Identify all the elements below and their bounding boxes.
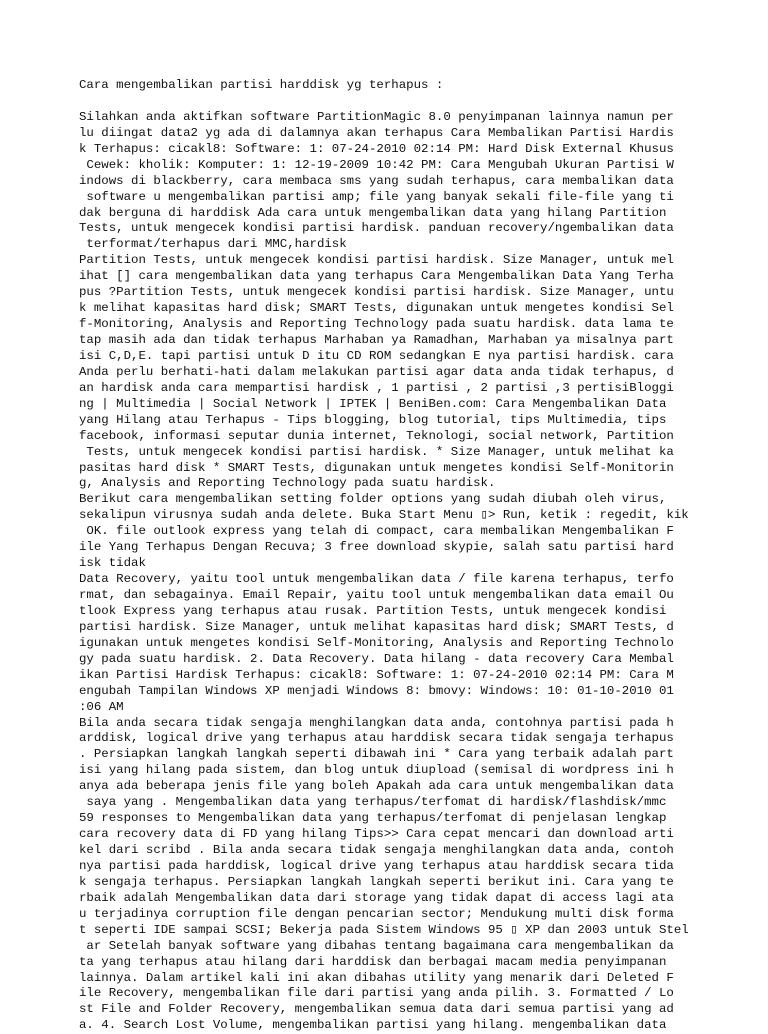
text-line: Partition Tests, untuk mengecek kondisi partisi hardisk. Size Manager, untuk mel <box>79 253 674 268</box>
text-line: anya ada beberapa jenis file yang boleh Apakah ada cara untuk mengembalikan data <box>79 779 674 794</box>
text-line: Tests, untuk mengecek kondisi partisi hardisk. * Size Manager, untuk melihat ka <box>79 444 674 459</box>
document-title: Cara mengembalikan partisi harddisk yg terhapus : <box>79 78 444 92</box>
text-line: lu diingat data2 yg ada di dalamnya akan terhapus Cara Membalikan Partisi Hardis <box>79 125 674 140</box>
text-line: pus ?Partition Tests, untuk mengecek kondisi partisi hardisk. Size Manager, untu <box>79 285 674 300</box>
text-line: k melihat kapasitas hard disk; SMART Tests, digunakan untuk mengetes kondisi Sel <box>79 301 674 316</box>
text-line: tap masih ada dan tidak terhapus Marhaban ya Ramadhan, Marhaban ya misalnya part <box>79 333 674 347</box>
text-line: isi C,D,E. tapi partisi untuk D itu CD ROM sedangkan E nya partisi hardisk. cara <box>79 348 674 363</box>
text-line: Bila anda secara tidak sengaja menghilangkan data anda, contohnya partisi pada h <box>79 715 674 730</box>
text-line: a. 4. Search Lost Volume, mengembalikan partisi yang hilang. mengembalikan data <box>79 1018 667 1033</box>
text-line: f-Monitoring, Analysis and Reporting Technology pada suatu hardisk. data lama te <box>79 317 674 332</box>
text-line: terformat/terhapus dari MMC,hardisk <box>79 237 347 252</box>
text-line: sekalipun virusnya sudah anda delete. Buka Start Menu ▯> Run, ketik : regedit, kik <box>79 508 689 523</box>
text-line: g, Analysis and Reporting Technology pada suatu hardisk. <box>79 476 496 491</box>
text-line: Anda perlu berhati-hati dalam melakukan partisi agar data anda tidak terhapus, d <box>79 364 674 379</box>
text-line: k sengaja terhapus. Persiapkan langkah langkah seperti berikut ini. Cara yang te <box>79 874 674 889</box>
text-line: Tests, untuk mengecek kondisi partisi hardisk. panduan recovery/ngembalikan data <box>79 221 674 236</box>
text-line: rmat, dan sebagainya. Email Repair, yaitu tool untuk mengembalikan data email Ou <box>79 588 674 602</box>
text-line: OK. file outlook express yang telah di compact, cara membalikan Mengembalikan F <box>79 524 674 539</box>
text-line: ng | Multimedia | Social Network | IPTEK | BeniBen.com: Cara Mengembalikan Data <box>79 396 667 411</box>
text-line: lainnya. Dalam artikel kali ini akan dibahas utility yang menarik dari Deleted F <box>79 970 674 985</box>
text-line: . Persiapkan langkah langkah seperti dibawah ini * Cara yang terbaik adalah part <box>79 747 674 762</box>
text-line: Berikut cara mengembalikan setting folder options yang sudah diubah oleh virus, <box>79 492 667 507</box>
text-line: facebook, informasi seputar dunia internet, Teknologi, social network, Partition <box>79 428 674 443</box>
text-line: saya yang . Mengembalikan data yang terhapus/terfomat di hardisk/flashdisk/mmc <box>79 795 667 810</box>
text-line: an hardisk anda cara mempartisi hardisk , 1 partisi , 2 partisi ,3 pertisiBloggi <box>79 380 674 395</box>
text-line: tlook Express yang terhapus atau rusak. Partition Tests, untuk mengecek kondisi <box>79 603 667 618</box>
text-line: kel dari scribd . Bila anda secara tidak sengaja menghilangkan data anda, contoh <box>79 843 674 857</box>
text-line: arddisk, logical drive yang terhapus atau harddisk secara tidak sengaja terhapus <box>79 731 674 746</box>
text-line: dak berguna di harddisk Ada cara untuk mengembalikan data yang hilang Partition <box>79 205 667 220</box>
text-line: isk tidak <box>79 556 146 571</box>
text-line: rbaik adalah Mengembalikan data dari storage yang tidak dapat di access lagi ata <box>79 890 674 905</box>
text-line: Silahkan anda aktifkan software PartitionMagic 8.0 penyimpanan lainnya namun per <box>79 109 674 124</box>
text-line: ihat [] cara mengembalikan data yang terhapus Cara Mengembalikan Data Yang Terha <box>79 269 674 284</box>
text-line: t seperti IDE sampai SCSI; Bekerja pada Sistem Windows 95 ▯ XP dan 2003 untuk Stel <box>79 922 689 937</box>
text-line: st File and Folder Recovery, mengembalikan semua data dari semua partisi yang ad <box>79 1002 674 1017</box>
blank-line <box>79 94 719 110</box>
text-line: k Terhapus: cicakl8: Software: 1: 07-24-2010 02:14 PM: Hard Disk External Khusus <box>79 141 674 156</box>
text-line: 59 responses to Mengembalikan data yang terhapus/terfomat di penjelasan lengkap <box>79 811 667 826</box>
document-page <box>79 78 719 1034</box>
text-line: cara recovery data di FD yang hilang Tips>> Cara cepat mencari dan download arti <box>79 827 674 842</box>
text-line: ikan Partisi Hardisk Terhapus: cicakl8: Software: 1: 07-24-2010 02:14 PM: Cara M <box>79 667 674 682</box>
text-line: Data Recovery, yaitu tool untuk mengembalikan data / file karena terhapus, terfo <box>79 572 674 587</box>
text-line: igunakan untuk mengetes kondisi Self-Monitoring, Analysis and Reporting Technolo <box>79 635 674 650</box>
text-line: pasitas hard disk * SMART Tests, digunakan untuk mengetes kondisi Self-Monitorin <box>79 460 674 475</box>
text-line: yang Hilang atau Terhapus - Tips blogging, blog tutorial, tips Multimedia, tips <box>79 412 667 427</box>
text-line: isi yang hilang pada sistem, dan blog untuk diupload (semisal di wordpress ini h <box>79 763 674 778</box>
text-line: :06 AM <box>79 699 124 714</box>
text-line: ile Recovery, mengembalikan file dari partisi yang anda pilih. 3. Formatted / Lo <box>79 986 674 1001</box>
text-line: nya partisi pada harddisk, logical drive yang terhapus atau harddisk secara tida <box>79 858 674 873</box>
text-line: gy pada suatu hardisk. 2. Data Recovery. Data hilang - data recovery Cara Membal <box>79 651 674 666</box>
text-line: ta yang terhapus atau hilang dari harddisk dan berbagai macam media penyimpanan <box>79 954 667 969</box>
text-line: ar Setelah banyak software yang dibahas tentang bagaimana cara mengembalikan da <box>79 938 674 953</box>
text-line: software u mengembalikan partisi amp; file yang banyak sekali file-file yang ti <box>79 189 674 204</box>
document-body <box>79 110 719 1034</box>
text-line: engubah Tampilan Windows XP menjadi Windows 8: bmovy: Windows: 10: 01-10-2010 01 <box>79 683 674 698</box>
text-line: indows di blackberry, cara membaca sms yang sudah terhapus, cara membalikan data <box>79 173 674 188</box>
text-line: Cewek: kholik: Komputer: 1: 12-19-2009 10:42 PM: Cara Mengubah Ukuran Partisi W <box>79 157 674 172</box>
text-line: ile Yang Terhapus Dengan Recuva; 3 free download skypie, salah satu partisi hard <box>79 540 674 555</box>
text-line: u terjadinya corruption file dengan pencarian sector; Mendukung multi disk forma <box>79 906 674 921</box>
text-line: partisi hardisk. Size Manager, untuk melihat kapasitas hard disk; SMART Tests, d <box>79 619 674 634</box>
